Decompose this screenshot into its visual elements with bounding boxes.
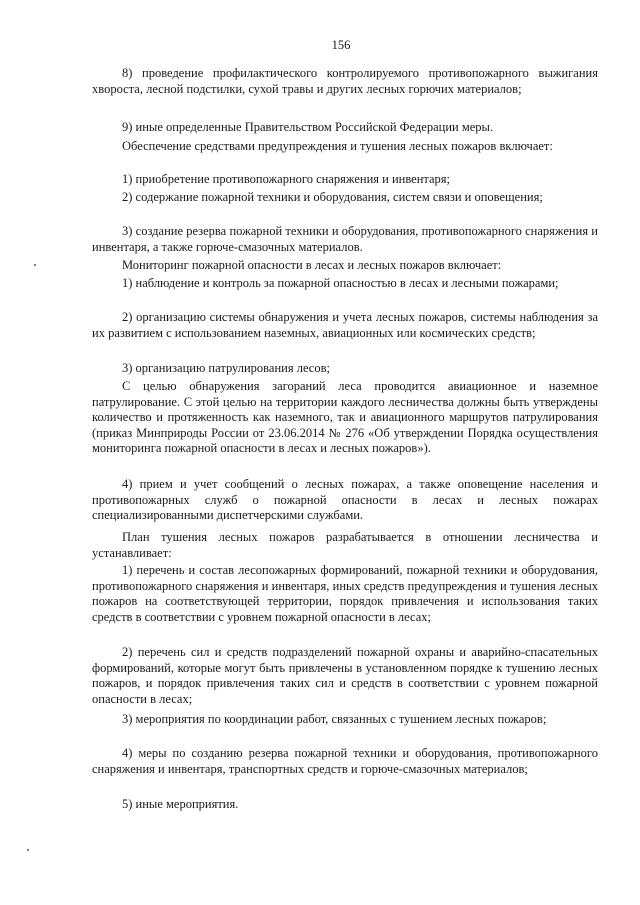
scan-speck — [34, 264, 36, 266]
paragraph: Обеспечение средствами предупреждения и тушения лесных пожаров включает: — [122, 139, 553, 153]
paragraph: 1) наблюдение и контроль за пожарной опасностью в лесах и лесными пожарами; — [122, 276, 559, 290]
paragraph: 2) организацию системы обнаружения и учета лесных пожаров, системы наблюдения за их развитием с использованием наземных, авиационных или космических средств; — [92, 310, 598, 340]
paragraph: 3) создание резерва пожарной техники и оборудования, противопожарного снаряжения и инвентаря, а также горюче-смазочных материалов. — [92, 224, 598, 254]
paragraph: 4) прием и учет сообщений о лесных пожарах, а также оповещение населения и противопожарных служб о пожарной опасности в лесах и лесных пожарах специализированными диспетчерскими службами. — [92, 477, 598, 522]
page-number: 156 — [331, 38, 351, 52]
paragraph: 2) перечень сил и средств подразделений пожарной охраны и аварийно-спасательных формирований, которые могут быть привлечены в установленном порядке к тушению лесных пожаров, и порядок привлечения таких сил и средств в соответствии с уровнем пожарной опасности в лесах; — [92, 645, 598, 706]
paragraph: Мониторинг пожарной опасности в лесах и лесных пожаров включает: — [122, 258, 502, 272]
paragraph: 1) перечень и состав лесопожарных формирований, пожарной техники и оборудования, противопожарного снаряжения и инвентаря, иных средств предупреждения и тушения лесных пожаров на соответствующей территории, порядок привлечения и использования таких средств в соответствии с уровнем пожарной опасности в лесах; — [92, 563, 598, 624]
paragraph: 4) меры по созданию резерва пожарной техники и оборудования, противопожарного снаряжения и инвентаря, транспортных средств и горюче-смазочных материалов; — [92, 746, 598, 776]
paragraph: 3) организацию патрулирования лесов; — [122, 361, 330, 375]
paragraph: 1) приобретение противопожарного снаряжения и инвентаря; — [122, 172, 451, 186]
paragraph: 2) содержание пожарной техники и оборудования, систем связи и оповещения; — [122, 190, 543, 204]
scan-speck — [27, 849, 29, 851]
paragraph: С целью обнаружения загораний леса проводится авиационное и наземное патрулирование. С этой целью на территории каждого лесничества должны быть утверждены количество и протяженность как наземного, так и авиационного маршрутов патрулирования (приказ Минприроды России от 23.06.2014 № 276 «Об утверждении Порядка осуществления мониторинга пожарной опасности в лесах и лесных пожаров»). — [92, 379, 598, 455]
paragraph: 8) проведение профилактического контролируемого противопожарного выжигания хвороста, лесной подстилки, сухой травы и других лесных горючих материалов; — [92, 66, 598, 96]
paragraph: 3) мероприятия по координации работ, связанных с тушением лесных пожаров; — [122, 712, 547, 726]
paragraph: План тушения лесных пожаров разрабатывается в отношении лесничества и устанавливает: — [92, 530, 598, 560]
paragraph: 5) иные мероприятия. — [122, 797, 239, 811]
paragraph: 9) иные определенные Правительством Российской Федерации меры. — [122, 120, 494, 134]
